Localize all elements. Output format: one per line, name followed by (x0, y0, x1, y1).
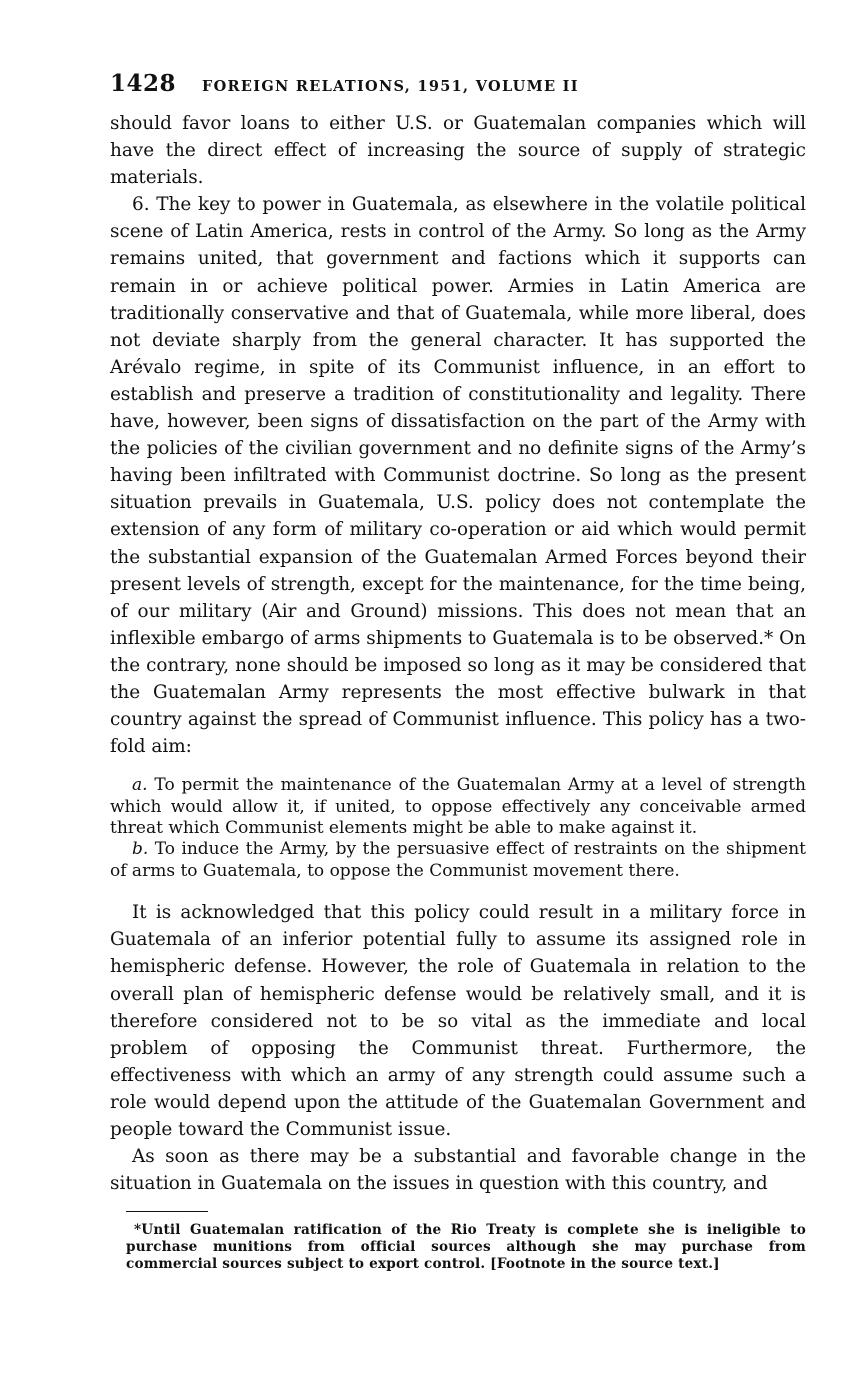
policy-aim-b (110, 839, 806, 882)
closing-paragraph: As soon as there may be a substantial and favorable change in the situation in Guatemala on the issues in question with this country, and (110, 1146, 806, 1195)
footnote: *Until Guatemalan ratification of the Rio Treaty is complete she is ineligible to purchase munitions from official sources although she may purchase from commercial sources subject to export control. [Footnote in the source text.] (126, 1222, 806, 1273)
aim-text: To permit the maintenance of the Guatemalan Army at a level of strength which would allow it, if united, to oppose effectively any conceivable armed threat which Communist elements might be able to make against it. (110, 775, 806, 839)
page-number: 1428 (110, 70, 177, 97)
document-page (110, 70, 806, 1273)
continuation-paragraph: should favor loans to either U.S. or Guatemalan companies which will have the direct effect of increasing the source of supply of strategic materials. (110, 113, 806, 189)
aim-text: To induce the Army, by the persuasive effect of restraints on the shipment of arms to Guatemala, to oppose the Communist movement there. (110, 839, 806, 881)
running-head (110, 70, 806, 110)
aim-letter: a. (132, 775, 148, 796)
acknowledgement-paragraph: It is acknowledged that this policy could result in a military force in Guatemala of an inferior potential fully to assume its assigned role in hemispheric defense. However, the role of Guatemala in relation to the overall plan of hemispheric defense would be relatively small, and it is therefore considered not to be so vital as the immediate and local problem of opposing the Communist threat. Furthermore, the effectiveness with which an army of any strength could assume such a role would depend upon the attitude of the Guatemalan Government and people toward the Communist issue. (110, 902, 806, 1141)
policy-aim-a (110, 775, 806, 839)
running-title: FOREIGN RELATIONS, 1951, VOLUME II (202, 78, 579, 95)
footnote-divider (126, 1211, 208, 1212)
section-6-paragraph: 6. The key to power in Guatemala, as elsewhere in the volatile political scene of Latin America, rests in control of the Army. So long as the Army remains united, that government and factions which it supports can remain in or achieve political power. Armies in Latin America are traditionally conservative and that of Guatemala, while more liberal, does not deviate sharply from the general character. It has supported the Arévalo regime, in spite of its Communist influence, in an effort to establish and preserve a tradition of constitutionality and legality. There have, however, been signs of dissatisfaction on the part of the Army with the policies of the civilian government and no definite signs of the Army’s having been infiltrated with Communist doctrine. So long as the present situation prevails in Guatemala, U.S. policy does not contemplate the extension of any form of military co-operation or aid which would permit the substantial expansion of the Guatemalan Armed Forces beyond their present levels of strength, except for the maintenance, for the time being, of our military (Air and Ground) missions. This does not mean that an inflexible embargo of arms shipments to Guatemala is to be observed.* On the contrary, none should be imposed so long as it may be considered that the Guatemalan Army represents the most effective bulwark in that country against the spread of Communist influence. This policy has a two-fold aim: (110, 194, 806, 758)
policy-aims-list (110, 775, 806, 882)
aim-letter: b. (132, 839, 149, 860)
